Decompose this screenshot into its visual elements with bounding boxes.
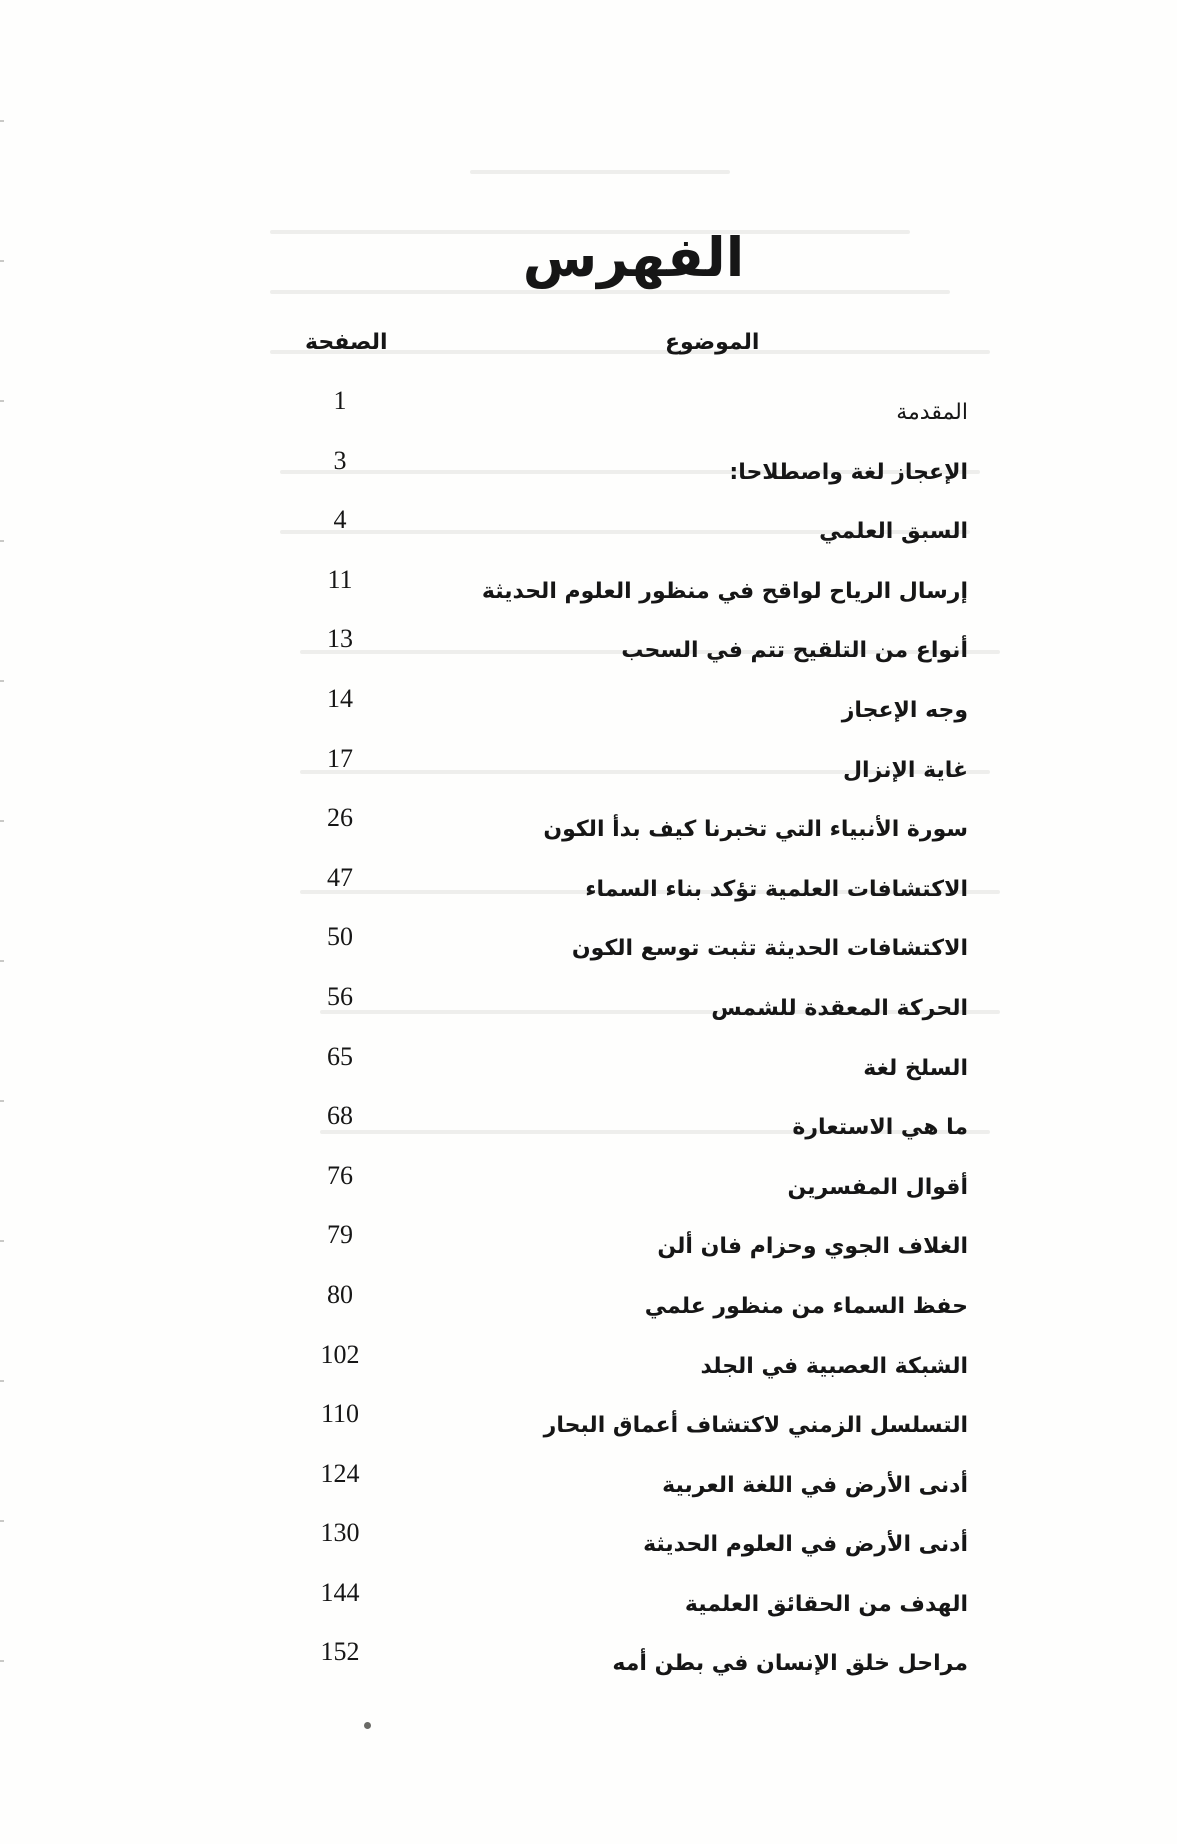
scan-shadow bbox=[470, 170, 730, 174]
toc-entry-page: 14 bbox=[327, 683, 353, 713]
toc-entry-title: حفظ السماء من منظور علمي bbox=[644, 1293, 968, 1319]
toc-entry-page: 68 bbox=[327, 1101, 353, 1131]
toc-row bbox=[0, 1161, 1177, 1221]
column-header-topic: الموضوع bbox=[665, 330, 760, 355]
toc-entry-title: أقوال المفسرين bbox=[787, 1174, 968, 1200]
toc-row bbox=[0, 1042, 1177, 1102]
toc-entry-title: الاكتشافات العلمية تؤكد بناء السماء bbox=[585, 876, 968, 902]
toc-row bbox=[0, 684, 1177, 744]
toc-entry-title: وجه الإعجاز bbox=[841, 697, 968, 723]
toc-entry-title: أدنى الأرض في العلوم الحديثة bbox=[643, 1532, 968, 1558]
toc-entry-title: ما هي الاستعارة bbox=[792, 1115, 968, 1141]
toc-row bbox=[0, 1399, 1177, 1459]
toc-entry-page: 110 bbox=[320, 1399, 360, 1429]
toc-entry-page: 152 bbox=[320, 1637, 360, 1667]
toc-entry-title: الحركة المعقدة للشمس bbox=[711, 995, 968, 1021]
toc-entry-page: 26 bbox=[327, 803, 353, 833]
toc-row bbox=[0, 1280, 1177, 1340]
toc-row bbox=[0, 446, 1177, 506]
toc-row bbox=[0, 744, 1177, 804]
toc-entry-page: 56 bbox=[327, 981, 353, 1011]
toc-row bbox=[0, 565, 1177, 625]
toc-entry-title: الغلاف الجوي وحزام فان ألن bbox=[657, 1234, 968, 1260]
toc-row bbox=[0, 1101, 1177, 1161]
table-of-contents bbox=[0, 386, 1177, 1697]
toc-entry-title: التسلسل الزمني لاكتشاف أعماق البحار bbox=[543, 1413, 968, 1439]
toc-entry-title: الشبكة العصبية في الجلد bbox=[700, 1353, 968, 1379]
toc-entry-page: 76 bbox=[327, 1160, 353, 1190]
toc-row bbox=[0, 505, 1177, 565]
toc-entry-page: 144 bbox=[320, 1577, 360, 1607]
toc-entry-title: أدنى الأرض في اللغة العربية bbox=[662, 1472, 968, 1498]
toc-row bbox=[0, 1340, 1177, 1400]
toc-entry-title: الاكتشافات الحديثة تثبت توسع الكون bbox=[571, 936, 968, 962]
toc-entry-title: إرسال الرياح لواقح في منظور العلوم الحديثة bbox=[481, 578, 968, 604]
toc-row bbox=[0, 922, 1177, 982]
toc-entry-title: الهدف من الحقائق العلمية bbox=[684, 1591, 968, 1617]
toc-entry-page: 65 bbox=[327, 1041, 353, 1071]
toc-entry-page: 50 bbox=[327, 922, 353, 952]
toc-row bbox=[0, 1578, 1177, 1638]
toc-entry-title: مراحل خلق الإنسان في بطن أمه bbox=[612, 1651, 968, 1677]
toc-entry-page: 3 bbox=[333, 445, 347, 475]
toc-row bbox=[0, 1518, 1177, 1578]
page-title: الفهرس bbox=[522, 226, 745, 289]
toc-row bbox=[0, 1459, 1177, 1519]
toc-row bbox=[0, 982, 1177, 1042]
toc-entry-page: 102 bbox=[320, 1339, 360, 1369]
toc-entry-page: 13 bbox=[327, 624, 353, 654]
toc-entry-title: غاية الإنزال bbox=[842, 757, 968, 783]
toc-entry-page: 47 bbox=[327, 862, 353, 892]
toc-entry-page: 17 bbox=[327, 743, 353, 773]
toc-row bbox=[0, 386, 1177, 446]
toc-entry-title: السلخ لغة bbox=[863, 1055, 968, 1081]
toc-entry-page: 79 bbox=[327, 1220, 353, 1250]
toc-entry-page: 4 bbox=[333, 505, 347, 535]
toc-entry-page: 130 bbox=[320, 1518, 360, 1548]
toc-entry-title: المقدمة bbox=[896, 400, 968, 425]
toc-entry-page: 11 bbox=[327, 564, 353, 594]
column-header-page: الصفحة bbox=[305, 330, 388, 355]
toc-entry-page: 1 bbox=[333, 386, 347, 415]
toc-entry-title: سورة الأنبياء التي تخبرنا كيف بدأ الكون bbox=[543, 817, 968, 843]
toc-entry-title: السبق العلمي bbox=[819, 519, 968, 545]
toc-row bbox=[0, 624, 1177, 684]
ink-speck bbox=[364, 1722, 371, 1729]
toc-row bbox=[0, 803, 1177, 863]
toc-entry-page: 80 bbox=[327, 1279, 353, 1309]
toc-entry-title: أنواع من التلقيح تتم في السحب bbox=[621, 638, 968, 664]
toc-row bbox=[0, 1637, 1177, 1697]
toc-entry-title: الإعجاز لغة واصطلاحا: bbox=[729, 459, 968, 485]
toc-entry-page: 124 bbox=[320, 1458, 360, 1488]
scan-shadow bbox=[270, 290, 950, 294]
toc-row bbox=[0, 1220, 1177, 1280]
toc-row bbox=[0, 863, 1177, 923]
